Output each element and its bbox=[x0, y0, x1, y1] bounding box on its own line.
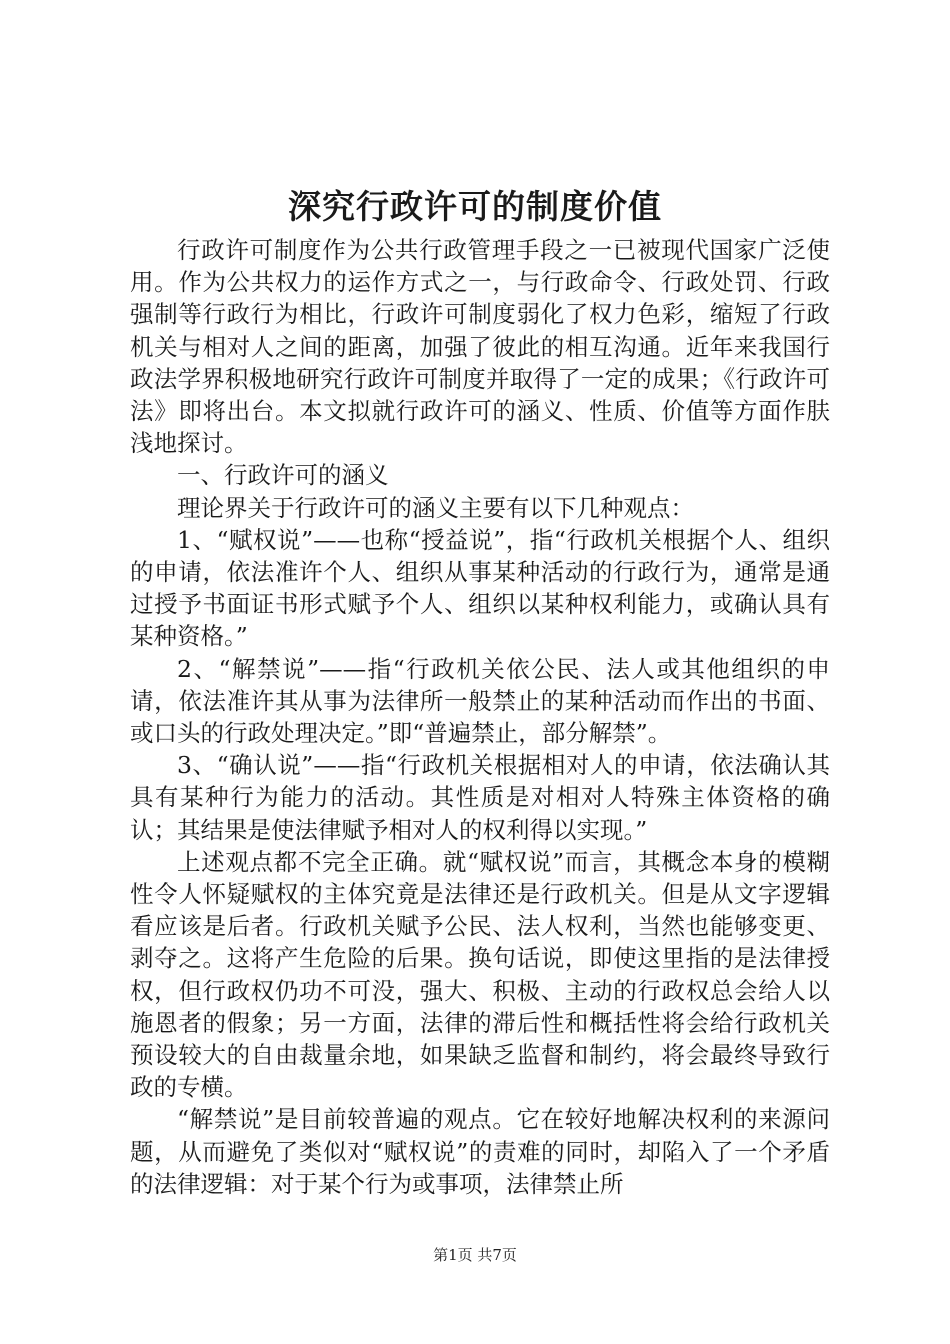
page-number-footer: 第1页 共7页 bbox=[433, 1246, 517, 1264]
paragraph-view-2: 2、“解禁说”——指“行政机关依公民、法人或其他组织的申请，依法准许其从事为法律所一般禁止的某种活动而作出的书面、或口头的行政处理决定。”即“普遍禁止，部分解禁”。 bbox=[130, 654, 830, 748]
section-heading-meaning: 一、行政许可的涵义 bbox=[177, 461, 389, 490]
document-title: 深究行政许可的制度价值 bbox=[288, 187, 662, 226]
paragraph-intro: 行政许可制度作为公共行政管理手段之一已被现代国家广泛使用。作为公共权力的运作方式之一，与行政命令、行政处罚、行政强制等行政行为相比，行政许可制度弱化了权力色彩，缩短了行政机关与相对人之间的距离，加强了彼此的相互沟通。近年来我国行政法学界积极地研究行政许可制度并取得了一定的成果；《行政许可法》即将出台。本文拟就行政许可的涵义、性质、价值等方面作肤浅地探讨。 bbox=[130, 236, 830, 458]
paragraph-view-3: 3、“确认说”——指“行政机关根据相对人的申请，依法确认其具有某种行为能力的活动。其性质是对相对人特殊主体资格的确认；其结果是使法律赋予相对人的权利得以实现。” bbox=[130, 751, 830, 844]
document-body bbox=[130, 234, 830, 1200]
paragraph-critique: 上述观点都不完全正确。就“赋权说”而言，其概念本身的模糊性令人怀疑赋权的主体究竟是法律还是行政机关。但是从文字逻辑看应该是后者。行政机关赋予公民、法人权利，当然也能够变更、剥夺之。这将产生危险的后果。换句话说，即使这里指的是法律授权，但行政权仍功不可没，强大、积极、主动的行政权总会给人以施恩者的假象；另一方面，法律的滞后性和概括性将会给行政机关预设较大的自由裁量余地，如果缺乏监督和制约，将会最终导致行政的专横。 bbox=[130, 847, 830, 1102]
paragraph-view-1: 1、“赋权说”——也称“授益说”，指“行政机关根据个人、组织的申请，依法准许个人、组织从事某种活动的行政行为，通常是通过授予书面证书形式赋予个人、组织以某种权利能力，或确认具有某种资格。” bbox=[130, 525, 830, 651]
paragraph-lifting-ban: “解禁说”是目前较普遍的观点。它在较好地解决权利的来源问题，从而避免了类似对“赋权说”的责难的同时，却陷入了一个矛盾的法律逻辑：对于某个行为或事项，法律禁止所 bbox=[130, 1105, 830, 1198]
paragraph-views-intro: 理论界关于行政许可的涵义主要有以下几种观点： bbox=[177, 493, 694, 522]
